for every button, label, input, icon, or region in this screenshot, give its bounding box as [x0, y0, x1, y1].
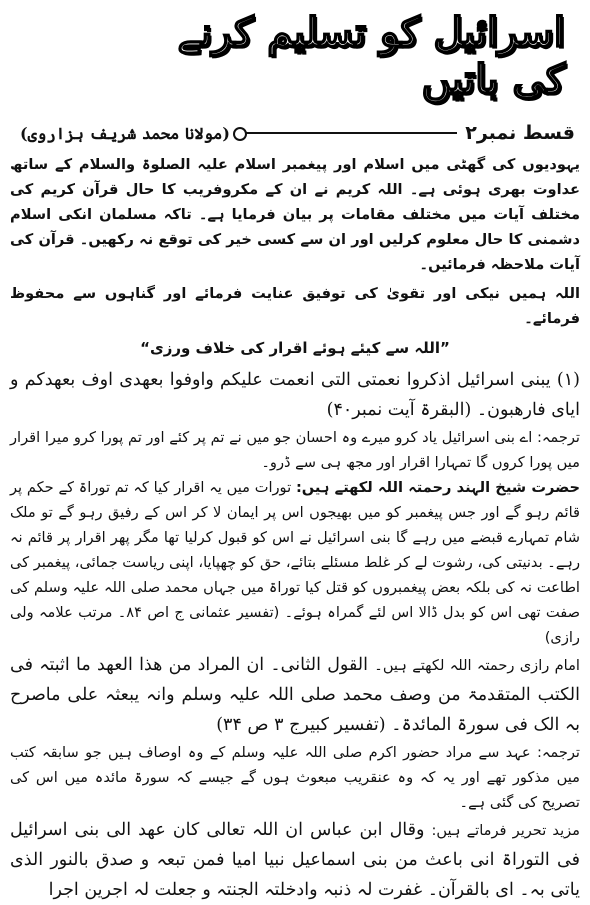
- razi-arabic: القول الثانی۔ ان المراد من ھذا العھد ما اثبتہ فی الکتب المتقدمۃ من وصف محمد صلی اللہ علیہ وسلم وانہ یبعثہ علی ماصرح بہ الک فی سورۃ المائدۃ۔ (تفسیر کبیرج ۳ ص ۳۴): [10, 655, 580, 735]
- byline-rule: [238, 132, 457, 134]
- translation-paragraph: ترجمہ: اے بنی اسرائیل یاد کرو میرے وہ احسان جو میں نے تم پر کئے اور تم پورا کرو میرا اقرار میں پورا کروں گا تمہارا اقرار اور مجھ ہی سے ڈرو۔: [10, 429, 580, 471]
- shaykh-paragraph: [10, 475, 580, 650]
- translation2-paragraph: ترجمہ: عہد سے مراد حضور اکرم صلی اللہ علیہ وسلم کے وہ اوصاف ہیں جو سابقہ کتب میں مذکور تھے اور یہ کہ وہ عنقریب مبعوث ہوں گے جیسے کہ سورۃ مائدہ میں اس کی تصریح کی گئی ہے۔: [10, 744, 580, 811]
- section-heading: ”اللہ سے کیئے ہوئے اقرار کی خلاف ورزی“: [140, 339, 450, 357]
- prayer-line: اللہ ہمیں نیکی اور تقویٰ کی توفیق عنایت فرمائے اور گناہوں سے محفوظ فرمائے۔: [10, 285, 580, 327]
- rule-circle-icon: [233, 127, 247, 141]
- shaykh-lead: حضرت شیخ الہند رحمتہ اللہ لکھتے ہیں:: [295, 479, 580, 496]
- episode-label: قسط نمبر۲: [465, 122, 575, 144]
- more-arabic: وقال ابن عباس ان اللہ تعالی کان عھد الی بنی اسرائیل فی التوراۃ انی باعث من بنی اسماعیل نبیا امیا فمن تبعہ و صدق بالنور الذی یاتی بہ۔ ای بالقرآن۔ غفرت لہ ذنبہ وادخلتہ الجنتہ و جعلت لہ اجرین اجرا: [10, 820, 580, 900]
- more-paragraph: [10, 815, 580, 905]
- intro-paragraph: یہودیوں کی گھٹی میں اسلام اور پیغمبر اسلام علیہ الصلوۃ والسلام کے ساتھ عداوت بھری ہوئی ہے۔ اللہ کریم نے ان کے مکروفریب کا حال قرآن کریم کی مختلف آیات میں مختلف مقامات پر بیان فرمایا ہے۔ تاکہ مسلمان انکی اسلام دشمنی کا حال معلوم کرلیں اور ان سے کسی خیر کی توقع نہ رکھیں۔ قرآن کی آیات ملاحظہ فرمائیں۔: [10, 156, 580, 273]
- razi-lead: امام رازی رحمتہ اللہ لکھتے ہیں۔: [374, 657, 580, 674]
- razi-paragraph: [10, 650, 580, 740]
- shaykh-text: تورات میں یہ اقرار کیا کہ تم توراۃ کے حکم پر قائم رہو گے اور جس پیغمبر کو میں بھیجوں اس پر ایمان لا کر اس کے رفیق رہو گے تو ملک شام تمہارے قبضے میں رہے گا بنی اسرائیل نے اس کو قبول کرلیا تھا مگر پھر اقرار پر قائم نہ رہے۔ بدنیتی کی، رشوت لے کر غلط مسئلے بتائے، حق کو چھپایا، اپنی ریاست جمائی، پیغمبر کی اطاعت نہ کی بلکہ بعض پیغمبروں کو قتل کیا توراۃ میں جہاں محمد صلی اللہ علیہ وسلم کی صفت تھی اس کو بدل ڈالا اس لئے گمراہ ہوئے۔ (تفسیر عثمانی ج اص ۸۴۔ مرتب علامہ ولی رازی): [10, 479, 580, 646]
- headline-title: اسرائیل کو تسلیم کرنے کی باتیں: [177, 9, 565, 103]
- headline-banner: [125, 6, 565, 106]
- article-body: [10, 152, 580, 905]
- byline-row: [20, 118, 575, 148]
- author-name: (مولانا محمد شریف ہزاروی): [20, 123, 230, 143]
- verse-arabic: (۱) یبنی اسرائیل اذکروا نعمتی التی انعمت علیکم واوفوا بعھدی اوف بعھدکم و ایای فارھبون۔ (البقرۃ آیت نمبر۴۰): [10, 370, 580, 420]
- more-lead: مزید تحریر فرماتے ہیں:: [431, 822, 580, 839]
